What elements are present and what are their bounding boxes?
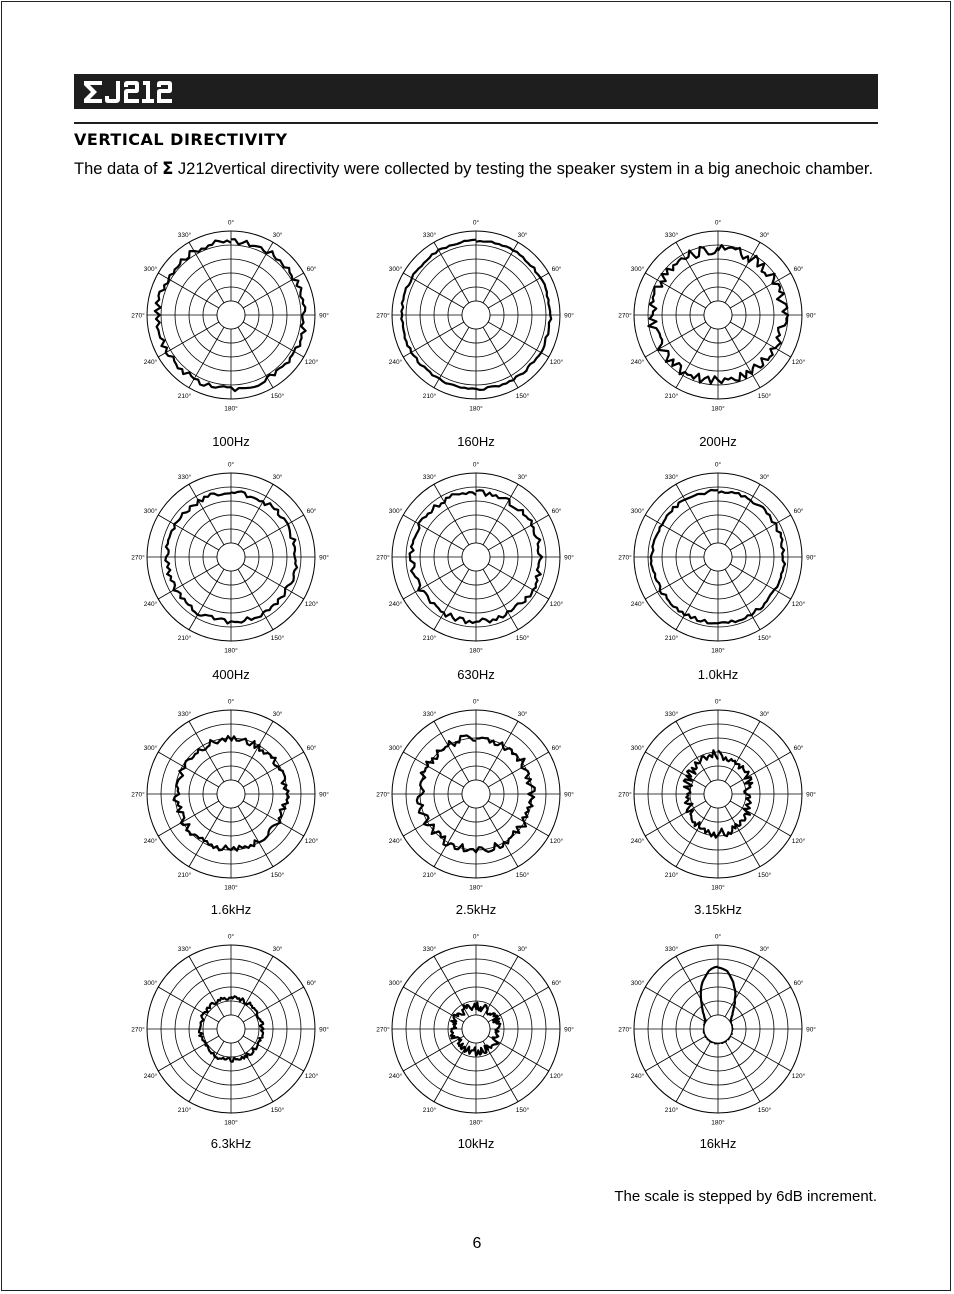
frequency-label: 16kHz <box>699 1136 737 1151</box>
polar-angle-label: 330° <box>422 474 437 481</box>
polar-center <box>462 301 490 329</box>
polar-center <box>217 543 245 571</box>
polar-angle-label: 180° <box>224 405 238 413</box>
polar-angle-label: 270° <box>131 554 145 562</box>
polar-angle-label: 240° <box>143 359 158 366</box>
polar-angle-label: 270° <box>376 554 390 562</box>
polar-angle-label: 330° <box>422 711 437 718</box>
polar-angle-label: 60° <box>793 508 804 515</box>
polar-angle-label: 120° <box>549 1073 564 1080</box>
polar-angle-label: 210° <box>422 1107 437 1114</box>
polar-angle-label: 240° <box>630 601 645 608</box>
polar-angle-label: 60° <box>551 266 562 273</box>
polar-angle-label: 300° <box>630 508 645 515</box>
polar-angle-label: 30° <box>759 711 770 718</box>
polar-angle-label: 120° <box>791 1073 806 1080</box>
polar-angle-label: 180° <box>224 884 238 892</box>
polar-angle-label: 240° <box>630 838 645 845</box>
polar-angle-label: 270° <box>618 1026 632 1034</box>
polar-angle-label: 0° <box>227 461 235 469</box>
polar-angle-label: 150° <box>270 393 285 400</box>
polar-angle-label: 150° <box>757 872 772 879</box>
polar-angle-label: 90° <box>806 312 816 320</box>
polar-angle-label: 330° <box>422 946 437 953</box>
polar-angle-label: 60° <box>793 980 804 987</box>
polar-angle-label: 60° <box>793 745 804 752</box>
polar-angle-label: 270° <box>131 791 145 799</box>
polar-angle-label: 30° <box>517 711 528 718</box>
polar-angle-label: 90° <box>564 1026 574 1034</box>
polar-angle-label: 270° <box>131 1026 145 1034</box>
polar-plot <box>618 698 816 892</box>
polar-angle-label: 60° <box>306 980 317 987</box>
polar-angle-label: 330° <box>664 711 679 718</box>
polar-plot <box>131 698 329 892</box>
polar-angle-label: 210° <box>422 393 437 400</box>
polar-angle-label: 240° <box>630 359 645 366</box>
polar-angle-label: 60° <box>551 508 562 515</box>
polar-angle-label: 270° <box>618 312 632 320</box>
polar-angle-label: 210° <box>664 393 679 400</box>
polar-angle-label: 330° <box>177 232 192 239</box>
polar-center <box>217 1015 245 1043</box>
polar-angle-label: 0° <box>227 219 235 227</box>
frequency-label: 2.5kHz <box>455 902 497 917</box>
polar-center <box>704 301 732 329</box>
polar-angle-label: 180° <box>711 405 725 413</box>
polar-angle-label: 120° <box>304 1073 319 1080</box>
polar-angle-label: 90° <box>319 791 329 799</box>
polar-angle-label: 120° <box>304 601 319 608</box>
polar-angle-label: 30° <box>517 946 528 953</box>
polar-angle-label: 300° <box>143 980 158 987</box>
polar-angle-label: 150° <box>270 872 285 879</box>
polar-angle-label: 270° <box>376 791 390 799</box>
frequency-label: 400Hz <box>212 667 250 682</box>
polar-angle-label: 330° <box>664 946 679 953</box>
frequency-label: 1.6kHz <box>210 902 252 917</box>
polar-angle-label: 330° <box>664 232 679 239</box>
polar-angle-label: 90° <box>564 791 574 799</box>
polar-angle-label: 300° <box>388 508 403 515</box>
polar-angle-label: 180° <box>711 1119 725 1127</box>
polar-angle-label: 0° <box>714 219 722 227</box>
polar-angle-label: 0° <box>472 219 480 227</box>
polar-angle-label: 120° <box>549 601 564 608</box>
polar-angle-label: 60° <box>551 980 562 987</box>
polar-plot <box>618 219 816 413</box>
polar-angle-label: 210° <box>177 1107 192 1114</box>
polar-angle-label: 120° <box>791 838 806 845</box>
polar-angle-label: 300° <box>630 980 645 987</box>
polar-angle-label: 30° <box>759 946 770 953</box>
polar-angle-label: 180° <box>224 647 238 655</box>
polar-angle-label: 180° <box>224 1119 238 1127</box>
polar-angle-label: 90° <box>319 554 329 562</box>
polar-angle-label: 90° <box>806 791 816 799</box>
polar-angle-label: 30° <box>517 474 528 481</box>
polar-center <box>217 301 245 329</box>
polar-angle-label: 180° <box>469 405 483 413</box>
polar-angle-label: 180° <box>469 1119 483 1127</box>
polar-plot <box>376 461 574 655</box>
polar-angle-label: 300° <box>143 508 158 515</box>
polar-angle-label: 330° <box>177 474 192 481</box>
polar-angle-label: 150° <box>515 872 530 879</box>
polar-plot <box>618 933 816 1127</box>
polar-angle-label: 60° <box>306 508 317 515</box>
polar-angle-label: 30° <box>272 946 283 953</box>
polar-angle-label: 90° <box>319 1026 329 1034</box>
frequency-label: 160Hz <box>457 434 495 449</box>
polar-plot <box>131 219 329 413</box>
polar-angle-label: 300° <box>388 745 403 752</box>
polar-angle-label: 240° <box>143 1073 158 1080</box>
polar-angle-label: 270° <box>131 312 145 320</box>
polar-angle-label: 60° <box>306 266 317 273</box>
polar-angle-label: 0° <box>714 698 722 706</box>
polar-angle-label: 210° <box>664 1107 679 1114</box>
polar-angle-label: 0° <box>472 933 480 941</box>
polar-angle-label: 90° <box>319 312 329 320</box>
polar-angle-label: 180° <box>469 884 483 892</box>
polar-angle-label: 150° <box>270 1107 285 1114</box>
polar-angle-label: 300° <box>630 745 645 752</box>
polar-angle-label: 0° <box>227 698 235 706</box>
polar-angle-label: 60° <box>793 266 804 273</box>
polar-angle-label: 330° <box>664 474 679 481</box>
polar-angle-label: 60° <box>306 745 317 752</box>
polar-angle-label: 150° <box>515 393 530 400</box>
polar-center <box>462 780 490 808</box>
polar-angle-label: 90° <box>806 554 816 562</box>
polar-center <box>462 543 490 571</box>
polar-angle-label: 210° <box>177 635 192 642</box>
polar-plot <box>376 219 574 413</box>
polar-angle-label: 0° <box>472 461 480 469</box>
frequency-label: 100Hz <box>212 434 250 449</box>
polar-center <box>704 1015 732 1043</box>
polar-angle-label: 0° <box>714 461 722 469</box>
polar-angle-label: 90° <box>564 554 574 562</box>
polar-angle-label: 210° <box>422 872 437 879</box>
polar-angle-label: 330° <box>422 232 437 239</box>
polar-angle-label: 150° <box>757 635 772 642</box>
polar-angle-label: 60° <box>551 745 562 752</box>
polar-angle-label: 150° <box>757 393 772 400</box>
polar-plot <box>131 933 329 1127</box>
polar-angle-label: 240° <box>388 838 403 845</box>
polar-plot <box>376 698 574 892</box>
polar-angle-label: 150° <box>757 1107 772 1114</box>
page-number: 6 <box>472 1235 482 1252</box>
polar-angle-label: 30° <box>517 232 528 239</box>
polar-angle-label: 300° <box>143 745 158 752</box>
polar-angle-label: 120° <box>549 838 564 845</box>
polar-angle-label: 120° <box>791 601 806 608</box>
polar-angle-label: 330° <box>177 946 192 953</box>
polar-angle-label: 30° <box>759 474 770 481</box>
polar-plot <box>618 461 816 655</box>
intro-suffix: J212vertical directivity were collected by testing the speaker system in a big anechoic chamber. <box>173 160 874 178</box>
polar-angle-label: 240° <box>388 601 403 608</box>
polar-angle-label: 210° <box>664 872 679 879</box>
scale-note: The scale is stepped by 6dB increment. <box>614 1188 877 1205</box>
polar-center <box>704 543 732 571</box>
polar-angle-label: 120° <box>549 359 564 366</box>
frequency-label: 3.15kHz <box>694 902 742 917</box>
polar-angle-label: 0° <box>227 933 235 941</box>
polar-angle-label: 270° <box>376 312 390 320</box>
polar-angle-label: 270° <box>618 791 632 799</box>
polar-angle-label: 150° <box>515 635 530 642</box>
polar-center <box>704 780 732 808</box>
polar-plot <box>376 933 574 1127</box>
polar-angle-label: 120° <box>304 838 319 845</box>
polar-angle-label: 180° <box>469 647 483 655</box>
polar-angle-label: 90° <box>806 1026 816 1034</box>
polar-angle-label: 210° <box>422 635 437 642</box>
polar-angle-label: 120° <box>304 359 319 366</box>
polar-center <box>462 1015 490 1043</box>
polar-angle-label: 300° <box>388 980 403 987</box>
polar-angle-label: 30° <box>272 711 283 718</box>
polar-angle-label: 210° <box>664 635 679 642</box>
frequency-label: 6.3kHz <box>210 1136 252 1151</box>
polar-angle-label: 240° <box>388 359 403 366</box>
polar-angle-label: 150° <box>515 1107 530 1114</box>
frequency-label: 1.0kHz <box>697 667 739 682</box>
polar-angle-label: 300° <box>388 266 403 273</box>
polar-angle-label: 300° <box>143 266 158 273</box>
polar-angle-label: 30° <box>759 232 770 239</box>
frequency-label: 630Hz <box>457 667 495 682</box>
polar-angle-label: 150° <box>270 635 285 642</box>
frequency-label: 200Hz <box>699 434 737 449</box>
polar-plot <box>131 461 329 655</box>
polar-center <box>217 780 245 808</box>
polar-angle-label: 240° <box>143 838 158 845</box>
polar-angle-label: 270° <box>376 1026 390 1034</box>
polar-angle-label: 300° <box>630 266 645 273</box>
polar-angle-label: 330° <box>177 711 192 718</box>
polar-angle-label: 210° <box>177 872 192 879</box>
polar-angle-label: 0° <box>472 698 480 706</box>
polar-angle-label: 240° <box>388 1073 403 1080</box>
polar-angle-label: 180° <box>711 647 725 655</box>
polar-angle-label: 240° <box>143 601 158 608</box>
intro-prefix: The data of <box>74 160 163 178</box>
polar-angle-label: 240° <box>630 1073 645 1080</box>
polar-angle-label: 90° <box>564 312 574 320</box>
section-title: VERTICAL DIRECTIVITY <box>74 130 288 149</box>
polar-angle-label: 120° <box>791 359 806 366</box>
polar-angle-label: 30° <box>272 232 283 239</box>
polar-angle-label: 0° <box>714 933 722 941</box>
sigma-symbol: Σ <box>162 159 174 178</box>
polar-angle-label: 180° <box>711 884 725 892</box>
frequency-label: 10kHz <box>457 1136 495 1151</box>
polar-angle-label: 210° <box>177 393 192 400</box>
polar-angle-label: 30° <box>272 474 283 481</box>
polar-angle-label: 270° <box>618 554 632 562</box>
